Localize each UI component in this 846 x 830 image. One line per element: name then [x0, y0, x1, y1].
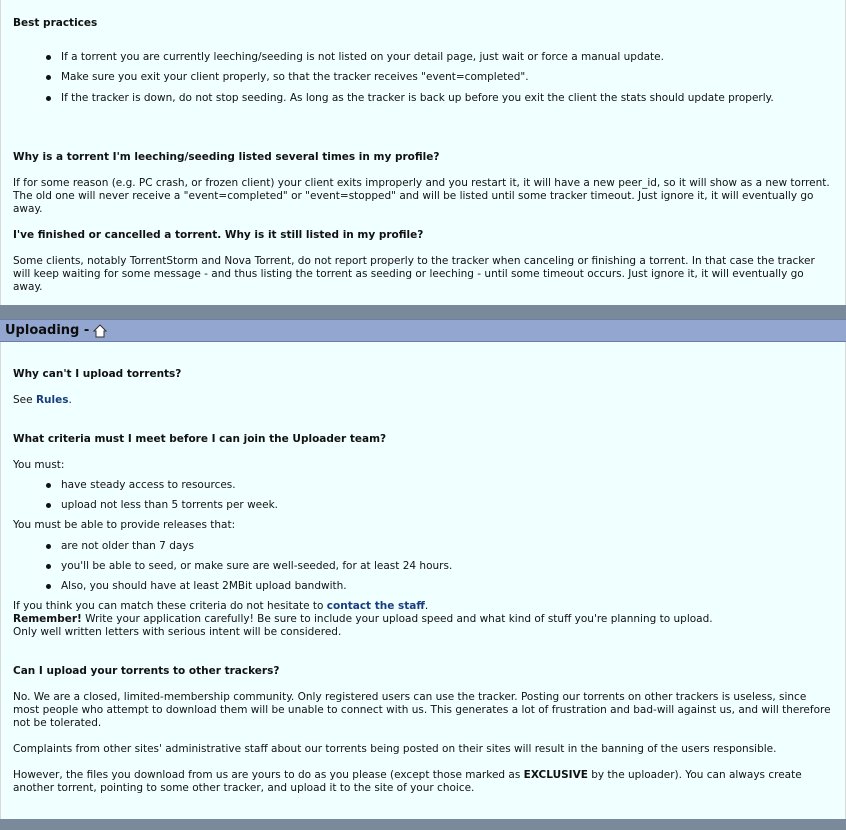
- faq-answer: [13, 394, 832, 407]
- section-title: Uploading -: [5, 323, 90, 338]
- faq-question: What criteria must I meet before I can join the Uploader team?: [13, 433, 387, 445]
- list-item: If a torrent you are currently leeching/seeding is not listed on your detail page, just wait or force a manual update.: [61, 51, 664, 63]
- bullet: [46, 503, 51, 508]
- list-item: have steady access to resources.: [61, 479, 236, 491]
- bullet: [46, 55, 51, 60]
- answer-text: See: [13, 394, 36, 406]
- bullet: [46, 544, 51, 549]
- section-header-uploading: [0, 319, 846, 342]
- answer-text: However, the files you download from us are yours to do as you please (except those marked as: [13, 769, 524, 781]
- answer-text: Only well written letters with serious intent will be considered.: [13, 626, 342, 638]
- answer-text: If you think you can match these criteria do not hesitate to: [13, 600, 327, 612]
- exclusive-label: EXCLUSIVE: [523, 769, 588, 781]
- faq-answer: Complaints from other sites' administrative staff about our torrents being posted on their sites will result in the banning of the users responsible.: [13, 743, 777, 755]
- best-practices-heading: Best practices: [13, 17, 98, 29]
- answer-text: Write your application carefully! Be sure to include your upload speed and what kind of stuff you're planning to upload.: [81, 613, 713, 625]
- bullet: [46, 96, 51, 101]
- faq-question: Why can't I upload torrents?: [13, 368, 182, 380]
- answer-text: .: [424, 600, 429, 612]
- home-icon[interactable]: [93, 324, 107, 338]
- rules-link[interactable]: Rules: [35, 394, 69, 406]
- faq-question: I've finished or cancelled a torrent. Why is it still listed in my profile?: [13, 229, 424, 241]
- contact-staff-link[interactable]: contact the staff: [326, 600, 425, 612]
- list-item: upload not less than 5 torrents per week.: [61, 499, 279, 511]
- faq-answer: No. We are a closed, limited-membership community. Only registered users can use the tracker. Posting our torrents on other trackers is useless, since most people who attempt to download them will be unable to connect with us. This generates a lot of frustration and bad-will against us, and will therefore not be tolerated.: [13, 691, 831, 729]
- faq-answer: [13, 769, 832, 795]
- bullet: [46, 584, 51, 589]
- bullet: [46, 483, 51, 488]
- list-item: If the tracker is down, do not stop seeding. As long as the tracker is back up before you exit the client the stats should update properly.: [61, 92, 774, 104]
- releases-intro: You must be able to provide releases that:: [13, 519, 236, 531]
- faq-question: Why is a torrent I'm leeching/seeding listed several times in my profile?: [13, 151, 440, 163]
- faq-question: Can I upload your torrents to other trackers?: [13, 665, 280, 677]
- you-must-label: You must:: [13, 459, 65, 471]
- section-separator: [0, 819, 846, 830]
- faq-answer: Some clients, notably TorrentStorm and Nova Torrent, do not report properly to the tracker when canceling or finishing a torrent. In that case the tracker will keep waiting for some message - and thus listing the torrent as seeding or leeching - until some timeout occurs. Just ignore it, it will eventually go away.: [13, 255, 815, 293]
- bullet: [46, 75, 51, 80]
- section-separator: [0, 305, 846, 319]
- answer-text: by the uploader). You can always create another torrent, pointing to some other tracker, and upload it to the site of your choice.: [13, 769, 802, 794]
- list-item: you'll be able to seed, or make sure are well-seeded, for at least 24 hours.: [61, 560, 453, 572]
- list-item: are not older than 7 days: [61, 540, 194, 552]
- faq-answer: If for some reason (e.g. PC crash, or frozen client) your client exits improperly and you restart it, it will have a new peer_id, so it will show as a new torrent. The old one will never receive a "event=completed" or "event=stopped" and will be listed until some tracker timeout. Just ignore it, it will eventually go away.: [13, 177, 830, 215]
- list-item: Make sure you exit your client properly, so that the tracker receives "event=completed".: [61, 71, 529, 83]
- bullet: [46, 564, 51, 569]
- answer-text: .: [68, 394, 72, 406]
- list-item: Also, you should have at least 2MBit upload bandwith.: [61, 580, 347, 592]
- contact-paragraph: [13, 600, 832, 639]
- remember-label: Remember!: [13, 613, 82, 625]
